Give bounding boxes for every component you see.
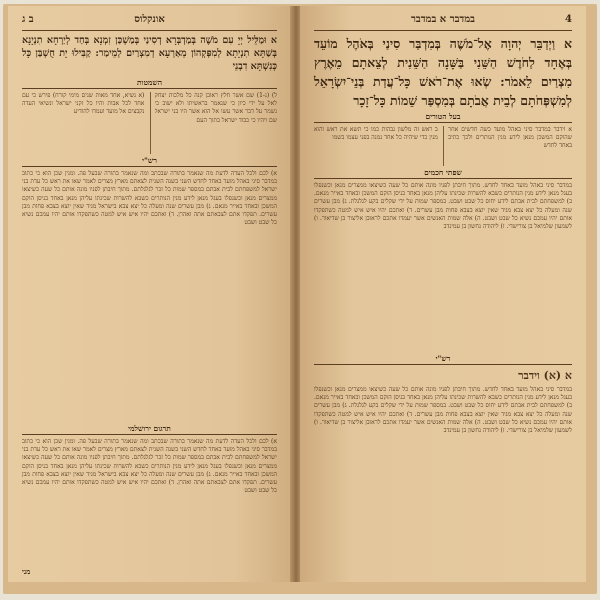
torah-verse-text: א וַיְדַבֵּר יְהוָה אֶל־מֹשֶׁה בְּמִדְבַּר סִינַי בְּאֹהֶל מוֹעֵד בְּאֶחָד לַחֹדֶשׁ הַשֵּׁנִי בַּשָּׁנָה הַשֵּׁנִית לְצֵאתָם מֵאֶרֶץ מִצְרַיִם לֵאמֹר: שְׂאוּ אֶת־רֹאשׁ כָּל־עֲדַת בְּנֵי־יִשְׂרָאֵל לְמִשְׁפְּחֹתָם לְבֵית אֲבֹתָם בְּמִסְפַּר שֵׁמוֹת כָּל־זָכָר <box>314 36 572 108</box>
left-page-header <box>22 14 277 28</box>
left-lower-commentary: א) לכם ולכל העדה לדעת מה שנאמר בתורה שבכתב ומה שנאמר בתורה שבעל פה. ומנין שכן הוא כי כתוב במדבר סיני באהל מועד באחד לחדש השני בשנה השנית לצאתם מארץ מצרים לאמר שאו את ראש כל עדת בני ישראל למשפחתם לבית אבתם במספר שמות כל זכר לגלגלתם. מתוך חיבתן לפניו מונה אותם כל שעה כשיצאו ממצרים מנאן וכשנפלו בעגל מנאן לידע מנין הנותרים כשבא להשרות שכינתו עליהן מנאן באחד בניסן הוקם המשכן ובאחד באייר מנאם. ג) מבן עשרים שנה ומעלה כל יצא צבא בישראל מגיד שאין יוצא בצבא פחות מבן עשרים. תפקדו אתם לצבאתם אתה ואהרן. ד) ואתכם יהיו איש איש למטה כשתפקדו אותם יהיו עמכם נשיא כל שבט ושבט <box>22 438 277 495</box>
column-divider <box>443 126 444 166</box>
right-lower-commentary: במדבר סיני באהל מועד באחד לחדש. מתוך חיבתן לפניו מונה אותם כל שעה כשיצאו ממצרים מנאן וכשנפלו בעגל מנאן לידע מנין הנותרים כשבא להשרות שכינתו עליהן מנאן באחד בניסן הוקם המשכן ובאחד באייר מנאם. ב) למשפחתם לבית אבתם לידע יחוס כל שבט ושבט. במספר שמות על ידי שקלים בקע לגלגלת. ג) מבן עשרים שנה ומעלה כל יצא צבא מגיד שאין יוצא בצבא פחות מבן עשרים. ד) ואתכם יהיו איש איש למטה כשתפקדו אותם יהיו עמכם נשיא כל שבט ושבט. ה) אלה שמות האנשים אשר יעמדו אתכם לראובן אליצור בן שדיאור. ו) לשמעון שלמיאל בן צורישדי. ז) ליהודה נחשון בן עמינדב <box>314 386 572 435</box>
right-subhead-3: רש"י <box>435 354 451 363</box>
left-subhead-1: השמטות <box>136 78 163 87</box>
header-rule <box>22 30 277 31</box>
right-subhead-2: שפתי חכמים <box>424 168 462 177</box>
left-commentary-left-column: (א נשיא, אחד מאות שנים מימי קורח) פירש כי עם אחד לכל אבות והיו כל זקני ישראל ונשיאי העדה נקבצים אל מועד ועמדו להודיע <box>22 92 145 116</box>
right-commentary-left-column: ב ראש זה מלשון גבהות כמו כי תשא את ראש והוא מנין כדי שיהיה כל אחד נמנה בפני עצמו בשמו <box>314 126 438 142</box>
targum-verse-text: א וּמַלֵּיל יְיָ עִם מֹשֶׁה בְּמַדְבְּרָא דְסִינַי בְּמַשְׁכַּן זִמְנָא בְּחַד לְיַרְחָא תִנְיָנָא בְּשַׁתָּא תִנְיָתָא לְמִפְּקְהוֹן מֵאַרְעָא דְמִצְרַיִם לְמֵימַר: קַבִּילוּ יָת חֻשְׁבַּן כָּל כְּנִשְׁתָּא דִבְנֵי <box>22 35 277 72</box>
left-catchword: מני <box>22 567 31 576</box>
right-page <box>300 6 586 582</box>
left-commentary-right-column: ל) (נ-1) שם אשר חלץ ראובן קנה כל מלכות יצחק לאל על ידי כיון כי שנאמר בראשיתו ולא ישוב כי נשמר על דבר אשר עשו אל הוא אשר היו בני ישראל שם ויהיו כי כבוד ישראל בתוך העם <box>154 92 277 124</box>
section-rule <box>22 88 277 89</box>
left-page-running-title: אונקלוס <box>134 14 165 25</box>
section-rule <box>22 434 277 435</box>
section-rule <box>314 122 572 123</box>
right-upper-commentary: במדבר סיני באהל מועד באחד לחדש. מתוך חיבתן לפניו מונה אותם כל שעה כשיצאו ממצרים מנאן וכשנפלו בעגל מנאן לידע מנין הנותרים כשבא להשרות שכינתו עליהן מנאן באחד בניסן הוקם המשכן ובאחד באייר מנאם. ב) למשפחתם לבית אבתם לידע יחוס כל שבט ושבט. במספר שמות על ידי שקלים בקע לגלגלת. ג) מבן עשרים שנה ומעלה כל יצא צבא מגיד שאין יוצא בצבא פחות מבן עשרים. ד) ואתכם יהיו איש איש למטה כשתפקדו אותם יהיו עמכם נשיא כל שבט ושבט. ה) אלה שמות האנשים אשר יעמדו אתכם לראובן אליצור בן שדיאור. ו) לשמעון שלמיאל בן צורישדי. ז) ליהודה נחשון בן עמינדב <box>314 182 572 231</box>
right-page-number: 4 <box>565 14 572 25</box>
left-commentary-columns <box>22 92 277 154</box>
rashi-verse-label: א (א) וידבר <box>518 369 572 382</box>
left-subhead-3: תרגום ירושלמי <box>128 424 171 433</box>
left-main-commentary: א) לכם ולכל העדה לדעת מה שנאמר בתורה שבכתב ומה שנאמר בתורה שבעל פה. ומנין שכן הוא כי כתוב במדבר סיני באהל מועד באחד לחדש השני בשנה השנית לצאתם מארץ מצרים לאמר שאו את ראש כל עדת בני ישראל למשפחתם לבית אבתם במספר שמות כל זכר לגלגלתם. מתוך חיבתן לפניו מונה אותם כל שעה כשיצאו ממצרים מנאן וכשנפלו בעגל מנאן לידע מנין הנותרים כשבא להשרות שכינתו עליהן מנאן באחד בניסן הוקם המשכן ובאחד באייר מנאם. ג) מבן עשרים שנה ומעלה כל יצא צבא בישראל מגיד שאין יוצא בצבא פחות מבן עשרים. תפקדו אתם לצבאתם אתה ואהרן. ד) ואתכם יהיו איש איש למטה כשתפקדו אותם יהיו עמכם נשיא כל שבט ושבט <box>22 170 277 227</box>
section-rule <box>22 166 277 167</box>
right-subhead-1: בעל הטורים <box>425 112 461 121</box>
right-commentary-right-column: א וידבר במדבר סיני באהל מועד כשה חדשים אחר שהוקם המשכן מנאן לידע מנין הנותרים ולכך כתיב באחד לחדש <box>448 126 572 150</box>
section-rule <box>314 178 572 179</box>
left-subhead-2: רש"י <box>142 156 157 165</box>
left-page <box>8 6 291 582</box>
right-commentary-columns <box>314 126 572 166</box>
left-page-number: ב ג <box>22 14 34 25</box>
right-page-running-title: במדבר א במדבר <box>411 14 475 25</box>
header-rule <box>314 30 572 31</box>
section-rule <box>314 364 572 365</box>
column-divider <box>150 92 151 154</box>
right-page-header <box>314 14 572 28</box>
